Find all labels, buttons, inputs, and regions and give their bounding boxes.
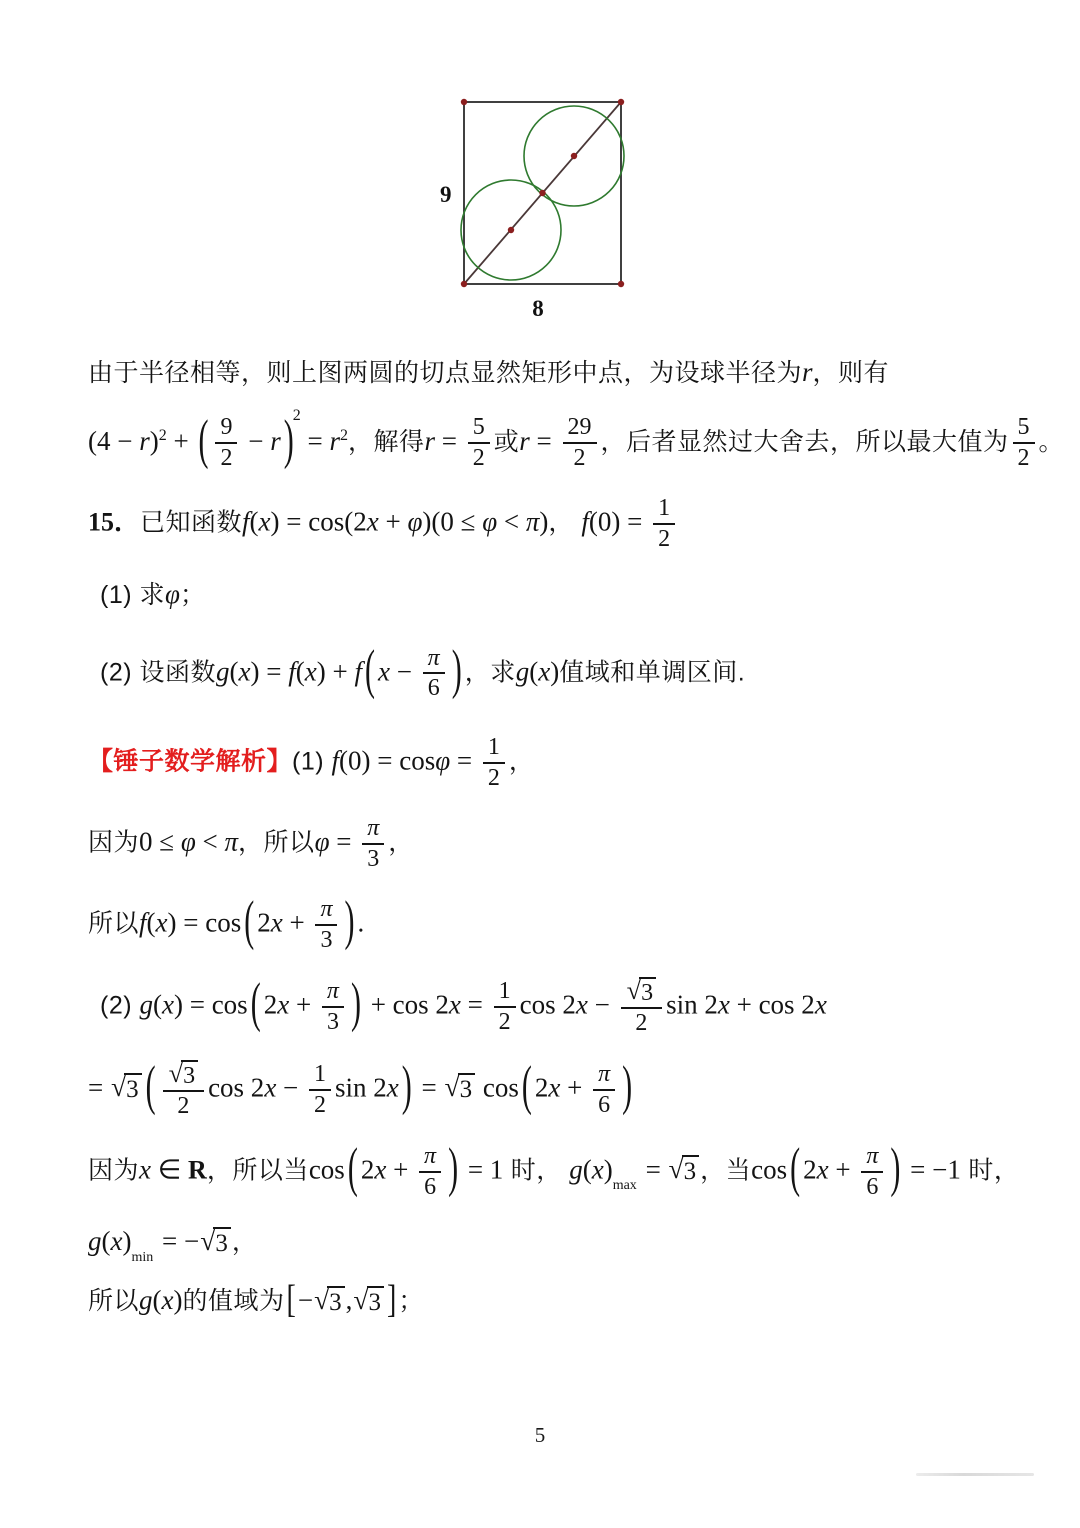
fraction: √ 3 2: [163, 1060, 204, 1120]
problem-15-statement: 15．已知函数f(x) = cos(2x + φ)(0 ≤ φ < π)， f(0) = $\frac{1}{2}$: [88, 495, 1020, 553]
question-part1: (1) 求φ；: [100, 578, 206, 609]
equals-sqrt3-form: = √ 3 ( √ 3 2 cos 2x − $\frac{1}{2}$ sin 2x ) = √ 3 cos ( 2x + $\frac{\pi}{6}$ ): [88, 1055, 633, 1119]
fraction: $\frac{\pi}{6}$: [861, 1143, 883, 1201]
sqrt-expression: √ 3: [627, 977, 656, 1006]
solution-part2-expand: (2) g(x) = cos ( 2x + $\frac{\pi}{3}$ ) + cos 2x = $\frac{1}{2}$ cos 2x − √ 3 2 sin 2x + cos 2x: [100, 972, 827, 1036]
sqrt-expression: √ 3: [200, 1227, 231, 1257]
because-x-in-r: 因为x ∈ R，所以当cos ( 2x + $\frac{\pi}{6}$ ) = 1 时， $g(x)_{max}$ = √ 3 ，当cos ( 2x + $\frac{\pi}{6}$ ) = −1 时，: [88, 1137, 1020, 1200]
faint-divider: [916, 1473, 1034, 1476]
fraction: $\frac{1}{2}$: [483, 734, 505, 792]
analysis-part1: 【锤子数学解析】(1) f(0) = cosφ = $\frac{1}{2}$ ，: [88, 734, 535, 792]
center-dot-lower: [508, 227, 514, 233]
center-dot-upper: [571, 153, 577, 159]
sqrt-expression: √ 3: [445, 1073, 476, 1103]
fraction: $\frac{1}{2}$: [494, 978, 516, 1036]
vertex-dot-top-left: [461, 99, 467, 105]
vertex-dot-bottom-right: [618, 281, 624, 287]
fraction: $\frac{\pi}{3}$: [315, 896, 337, 954]
fraction: $\frac{29}{2}$: [563, 414, 597, 472]
fraction: $\frac{\pi}{6}$: [419, 1143, 441, 1201]
fraction: $\frac{\pi}{6}$: [423, 645, 445, 703]
fraction: $\frac{5}{2}$: [468, 414, 490, 472]
fraction: $\frac{1}{2}$: [653, 495, 675, 553]
because-phi-range: 因为0 ≤ φ < π，所以φ = $\frac{\pi}{3}$ ，: [88, 815, 414, 872]
side-label-9: 9: [440, 182, 452, 207]
vertex-dot-bottom-left: [461, 281, 467, 287]
solution-text: [0, 328, 1080, 1323]
fraction: √ 3 2: [621, 977, 662, 1037]
side-label-8: 8: [532, 296, 544, 321]
fraction: $\frac{\pi}{6}$: [593, 1061, 615, 1119]
fraction: $\frac{5}{2}$: [1013, 414, 1035, 472]
sqrt-expression: √ 3: [669, 1155, 700, 1185]
page-footer: [0, 1423, 1080, 1448]
sqrt-expression: √ 3: [353, 1286, 384, 1316]
sqrt-expression: √ 3: [314, 1286, 345, 1316]
formula-solve-r: $(4 - r)^2$ + ( $\frac{9}{2}$ − r )$^2 = r^2$，解得r = $\frac{5}{2}$ 或r = $\frac{29}{2}$ ，后者显然过大舍去，所以最大值为 $\frac{5}{2}$ 。: [88, 406, 1065, 472]
analysis-label: 【锤子数学解析】: [88, 747, 293, 776]
figure-container: [0, 0, 1080, 328]
vertex-dot-top-right: [618, 99, 624, 105]
geometry-figure: [414, 92, 666, 328]
fraction: $\frac{9}{2}$: [215, 414, 237, 472]
tangent-point-dot: [539, 190, 545, 196]
math-lines: [88, 354, 1065, 1323]
fraction: $\frac{\pi}{3}$: [362, 815, 384, 873]
question-part2: (2) 设函数g(x) = f(x) + f ( x − $\frac{\pi}{6}$ ) ，求g(x)值域和单调区间.: [100, 639, 746, 702]
page-number: 5: [534, 1423, 546, 1447]
g-min-value: $g(x)_{min}$ = − √ 3 ，: [88, 1225, 258, 1266]
so-fx: 所以f(x) = cos ( 2x + $\frac{\pi}{3}$ ) .: [88, 890, 365, 953]
para-tangent-midpoint: 由于半径相等，则上图两圆的切点显然矩形中点，为设球半径为r，则有: [88, 357, 890, 387]
fraction: $\frac{1}{2}$: [309, 1061, 331, 1119]
sqrt-expression: √ 3: [111, 1073, 142, 1103]
range-conclusion: 所以g(x)的值域为[− √ 3 , √ 3 ]；: [88, 1278, 424, 1323]
fraction: $\frac{\pi}{3}$: [322, 978, 344, 1036]
sqrt-expression: √ 3: [169, 1060, 198, 1089]
